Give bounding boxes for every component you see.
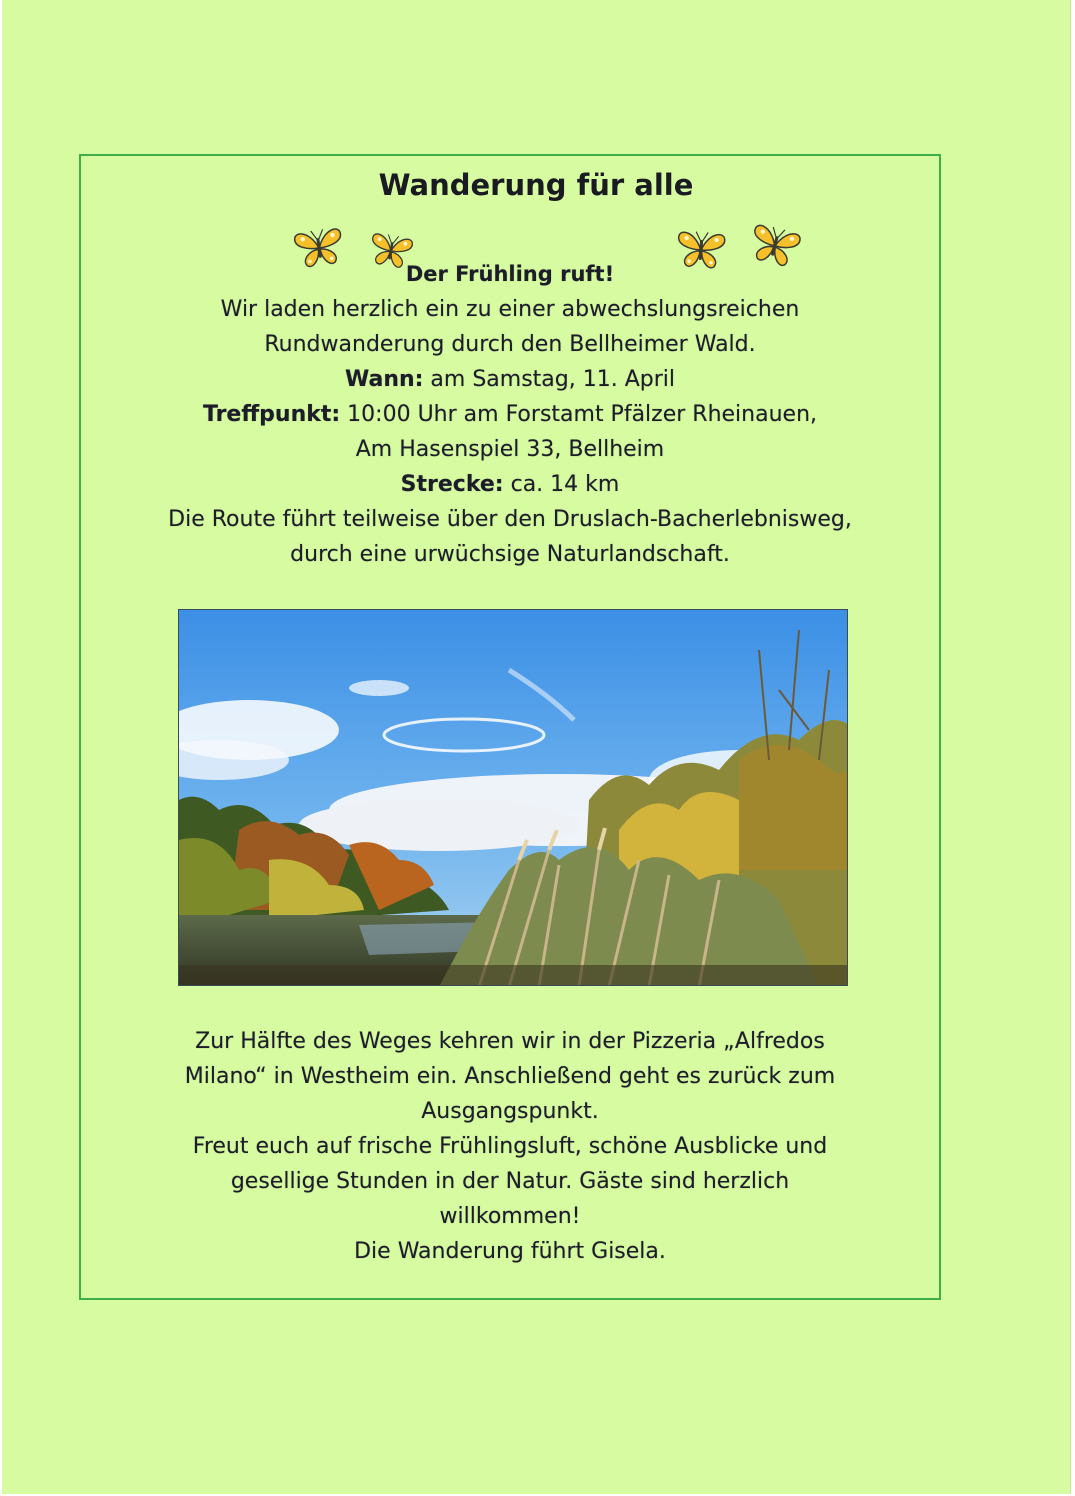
when-line: [80, 362, 940, 397]
invite-line-1: Wir laden herzlich ein zu einer abwechslungsreichen: [220, 297, 800, 322]
distance-value: ca. 14 km: [503, 472, 620, 497]
landscape-photo: [178, 609, 848, 986]
closing-line-4: Freut euch auf frische Frühlingsluft, schöne Ausblicke und: [192, 1134, 828, 1159]
closing-line-2: Milano“ in Westheim ein. Anschließend geht es zurück zum: [184, 1064, 836, 1089]
closing-line-1: Zur Hälfte des Weges kehren wir in der Pizzeria „Alfredos: [195, 1029, 825, 1054]
route-line-2: durch eine urwüchsige Naturlandschaft.: [290, 542, 730, 567]
spring-call: Der Frühling ruft!: [405, 262, 615, 286]
meeting-point-label: Treffpunkt:: [202, 402, 341, 427]
landscape-illustration: [179, 610, 848, 986]
flyer-page: [2, 0, 1071, 1494]
distance-line: [80, 467, 940, 502]
closing-line-7: Die Wanderung führt Gisela.: [354, 1239, 666, 1264]
closing-line-6: willkommen!: [439, 1204, 581, 1229]
distance-label: Strecke:: [400, 472, 504, 497]
closing-line-5: gesellige Stunden in der Natur. Gäste sind herzlich: [230, 1169, 790, 1194]
invite-line-2: Rundwanderung durch den Bellheimer Wald.: [264, 332, 756, 357]
meeting-address: Am Hasenspiel 33, Bellheim: [355, 437, 665, 462]
meeting-point-value: 10:00 Uhr am Forstamt Pfälzer Rheinauen,: [340, 402, 818, 427]
when-value: am Samstag, 11. April: [423, 367, 675, 392]
route-line-1: Die Route führt teilweise über den Druslach-Bacherlebnisweg,: [168, 507, 852, 532]
when-label: Wann:: [344, 367, 424, 392]
meeting-point-line: [80, 397, 940, 432]
closing-line-3: Ausgangspunkt.: [421, 1099, 599, 1124]
flyer-title: Wanderung für alle: [378, 168, 694, 202]
